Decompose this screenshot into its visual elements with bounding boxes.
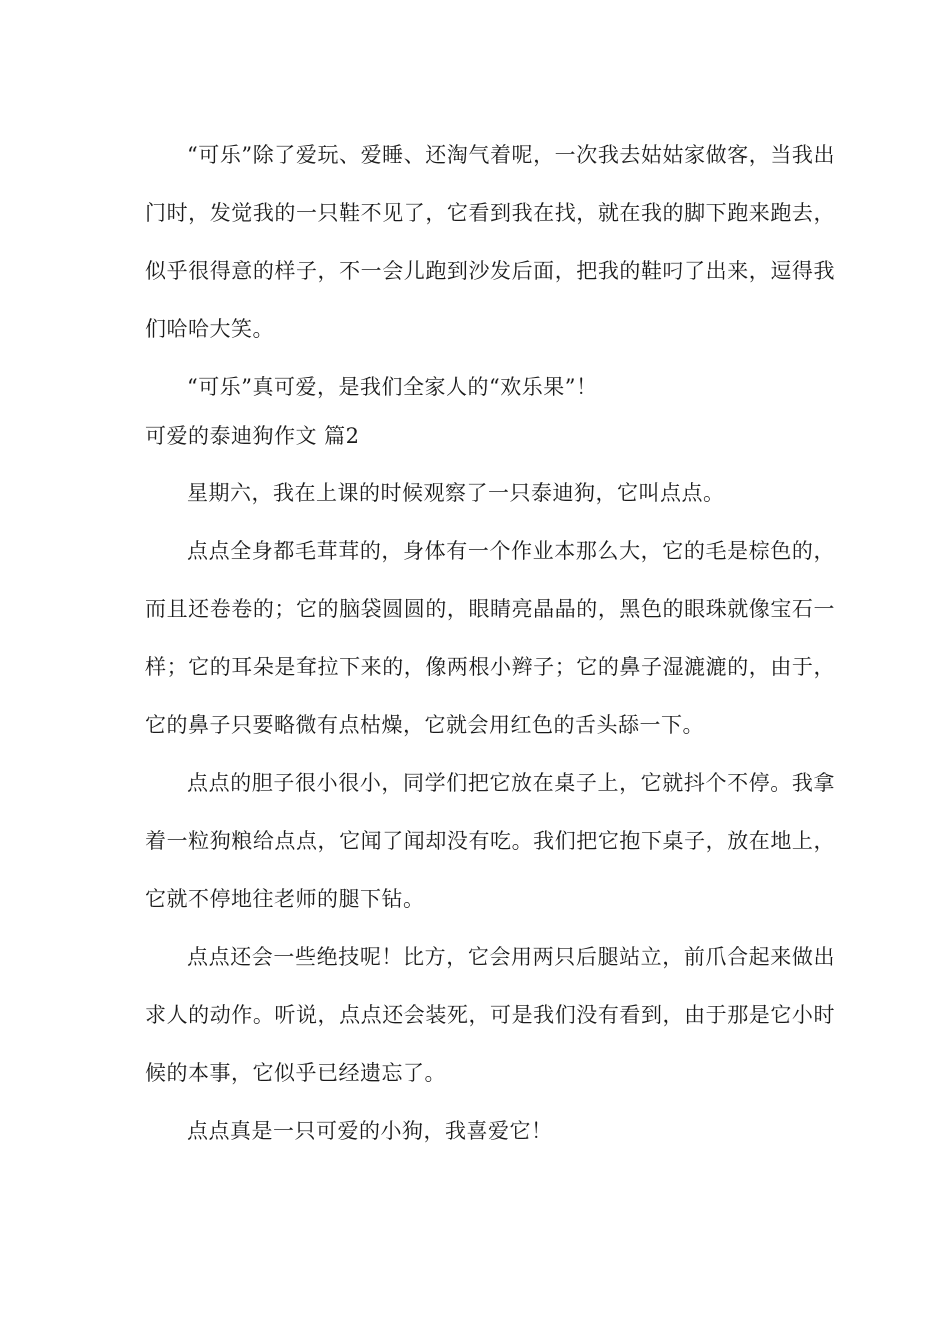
paragraph-cola-naughty: “可乐”除了爱玩、爱睡、还淘气着呢，一次我去姑姑家做客，当我出门时，发觉我的一只鞋不见了，它看到我在找，就在我的脚下跑来跑去，似乎很得意的样子，不一会儿跑到沙发后面，把我的鞋叼了出来，逗得我们哈哈大笑。 (145, 143, 835, 341)
paragraph-cola-joy: “可乐”真可爱，是我们全家人的“欢乐果”！ (187, 375, 598, 399)
paragraph-saturday: 星期六，我在上课的时候观察了一只泰迪狗，它叫点点。 (187, 481, 725, 505)
section-heading: 可爱的泰迪狗作文 篇2 (145, 424, 360, 448)
paragraph-tricks: 点点还会一些绝技呢！比方，它会用两只后腿站立，前爪合起来做出求人的动作。听说，点点还会装死，可是我们没有看到，由于那是它小时候的本事，它似乎已经遗忘了。 (145, 945, 835, 1085)
paragraph-timid: 点点的胆子很小很小，同学们把它放在桌子上，它就抖个不停。我拿着一粒狗粮给点点，它闻了闻却没有吃。我们把它抱下桌子，放在地上，它就不停地往老师的腿下钻。 (145, 771, 835, 911)
paragraph-appearance: 点点全身都毛茸茸的，身体有一个作业本那么大，它的毛是棕色的，而且还卷卷的；它的脑袋圆圆的，眼睛亮晶晶的，黑色的眼珠就像宝石一样；它的耳朵是耷拉下来的，像两根小辫子；它的鼻子湿漉漉的，由于，它的鼻子只要略微有点枯燥，它就会用红色的舌头舔一下。 (145, 539, 835, 737)
document-body (145, 126, 835, 1160)
paragraph-conclusion: 点点真是一只可爱的小狗，我喜爱它！ (187, 1119, 553, 1143)
